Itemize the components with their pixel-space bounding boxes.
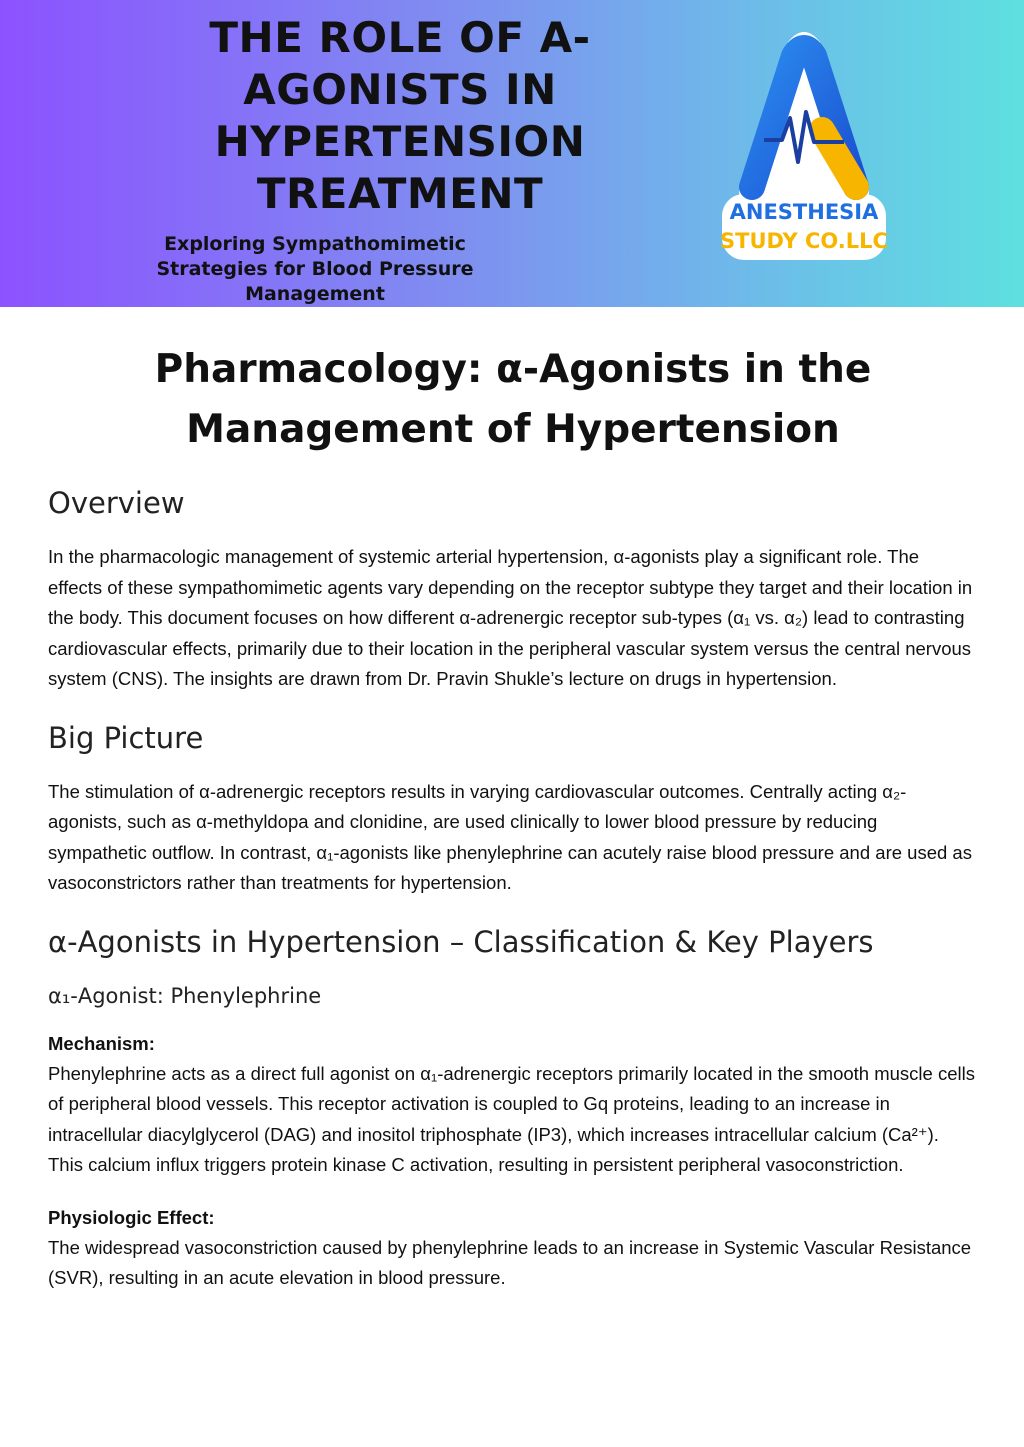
page-title: Pharmacology: α-Agonists in the Management of Hypertension	[154, 347, 872, 452]
subheading-phenylephrine: α₁-Agonist: Phenylephrine	[48, 983, 322, 1008]
logo	[716, 22, 892, 266]
logo-text-study: STUDY CO.LLC	[720, 229, 888, 253]
big-picture-text: The stimulation of α-adrenergic receptors results in varying cardiovascular outcomes. Centrally acting α₂-agonists, such as α-methyldopa and clonidine, are used clinically to lower blood pressure by reducing sympathetic outflow. In contrast, α₁-agonists like phenylephrine can acutely raise blood pressure and are used as vasoconstrictors rather than treatments for hypertension.	[48, 780, 972, 893]
overview-text: In the pharmacologic management of systemic arterial hypertension, α-agonists play a significant role. The effects of these sympathomimetic agents vary depending on the receptor subtype they target and their location in the body. This document focuses on how different α-adrenergic receptor sub-types (α₁ vs. α₂) lead to contrasting cardiovascular effects, primarily due to their location in the peripheral vascular system versus the central nervous system (CNS). The insights are drawn from Dr. Pravin Shukle’s lecture on drugs in hypertension.	[48, 546, 973, 689]
effect-block	[48, 1203, 978, 1294]
mechanism-label: Mechanism:	[48, 1032, 155, 1054]
section-heading-big-picture: Big Picture	[48, 720, 204, 755]
mechanism-block	[48, 1029, 978, 1181]
banner-title: THE ROLE OF Α-AGONISTS IN HYPERTENSION TREATMENT	[209, 13, 591, 218]
effect-label: Physiologic Effect:	[48, 1206, 215, 1228]
banner-subtitle: Exploring Sympathomimetic Strategies for Blood Pressure Management	[156, 233, 474, 305]
section-heading-classification: α-Agonists in Hypertension – Classification & Key Players	[48, 924, 874, 959]
mechanism-text: Phenylephrine acts as a direct full agonist on α₁-adrenergic receptors primarily located in the smooth muscle cells of peripheral blood vessels. This receptor activation is coupled to Gq proteins, leading to an increase in intracellular diacylglycerol (DAG) and inositol triphosphate (IP3), which increases intracellular calcium (Ca²⁺). This calcium influx triggers protein kinase C activation, resulting in persistent peripheral vasoconstriction.	[48, 1062, 975, 1175]
effect-text: The widespread vasoconstriction caused by phenylephrine leads to an increase in Systemic Vascular Resistance (SVR), resulting in an acute elevation in blood pressure.	[48, 1236, 972, 1288]
logo-text-anesthesia: ANESTHESIA	[729, 200, 879, 224]
section-heading-overview: Overview	[48, 486, 185, 520]
document-body	[48, 330, 978, 1316]
header-banner	[0, 0, 1024, 307]
